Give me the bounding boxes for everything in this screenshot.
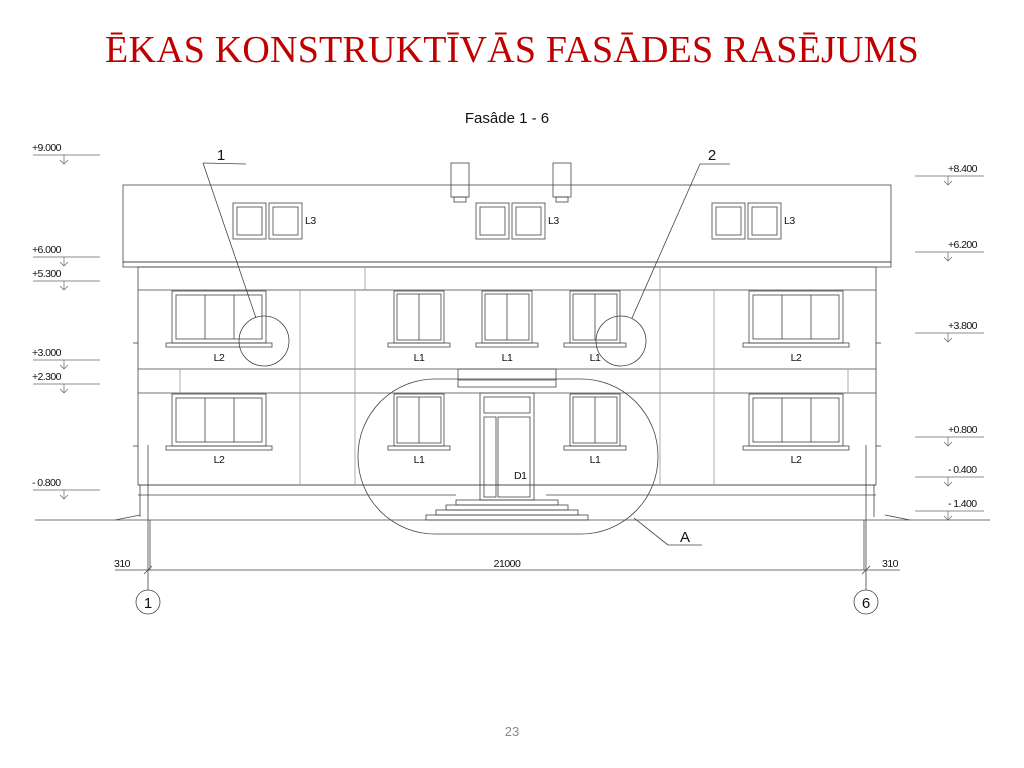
window-l2-first-left (166, 291, 272, 347)
axis-label: 6 (861, 595, 871, 612)
window-label: L3 (305, 215, 316, 227)
elevation-label: +6.200 (948, 239, 977, 251)
window-label: L2 (790, 454, 802, 466)
window-label: L2 (790, 352, 802, 364)
door-label: D1 (514, 470, 527, 482)
window-label: L1 (413, 352, 425, 364)
elevation-label: +8.400 (948, 163, 977, 175)
window-label: L1 (589, 454, 601, 466)
detail-label-a: A (679, 529, 691, 546)
detail-a-outline (358, 379, 658, 534)
roof-window (712, 203, 781, 239)
elevation-label: +2.300 (32, 371, 61, 383)
elevation-label: +6.000 (32, 244, 61, 256)
window-l1 (564, 291, 626, 347)
window-label: L1 (589, 352, 601, 364)
facade-title: Fasâde 1 - 6 (464, 110, 550, 127)
window-l1 (388, 291, 450, 347)
elevation-label: - 0.400 (948, 464, 977, 476)
entrance-door (480, 393, 534, 500)
window-label: L1 (501, 352, 513, 364)
window-l2-ground-right (743, 394, 849, 450)
window-l2-first-right (743, 291, 849, 347)
page-number: 23 (504, 724, 520, 739)
window-label: L3 (784, 215, 795, 227)
window-label: L1 (413, 454, 425, 466)
roof (123, 185, 891, 262)
window-label: L2 (213, 352, 225, 364)
dimension-label: 310 (882, 558, 899, 570)
elevation-label: +0.800 (948, 424, 977, 436)
slide-title: ĒKAS KONSTRUKTĪVĀS FASĀDES RASĒJUMS (105, 29, 919, 71)
elevation-label: - 1.400 (948, 498, 977, 510)
entrance-canopy (458, 369, 556, 387)
window-l1 (564, 394, 626, 450)
callout-circle-1 (239, 316, 289, 366)
axis-label: 1 (143, 595, 153, 612)
window-label: L3 (548, 215, 559, 227)
window-l1 (388, 394, 450, 450)
roof-window (233, 203, 302, 239)
callout-label-1: 1 (216, 147, 226, 164)
chimney-left (451, 163, 469, 197)
callout-circle-2 (596, 316, 646, 366)
window-l2-ground-left (166, 394, 272, 450)
roof-window (476, 203, 545, 239)
callout-label-2: 2 (707, 147, 717, 164)
window-label: L2 (213, 454, 225, 466)
elevation-label: +3.800 (948, 320, 977, 332)
dimension-label: 21000 (493, 558, 521, 570)
elevation-label: +9.000 (32, 142, 61, 154)
window-l1 (476, 291, 538, 347)
elevation-label: +3.000 (32, 347, 61, 359)
entrance-steps (426, 500, 588, 520)
elevation-label: +5.300 (32, 268, 61, 280)
dimension-label: 310 (114, 558, 131, 570)
chimney-right (553, 163, 571, 197)
elevation-label: - 0.800 (32, 477, 61, 489)
